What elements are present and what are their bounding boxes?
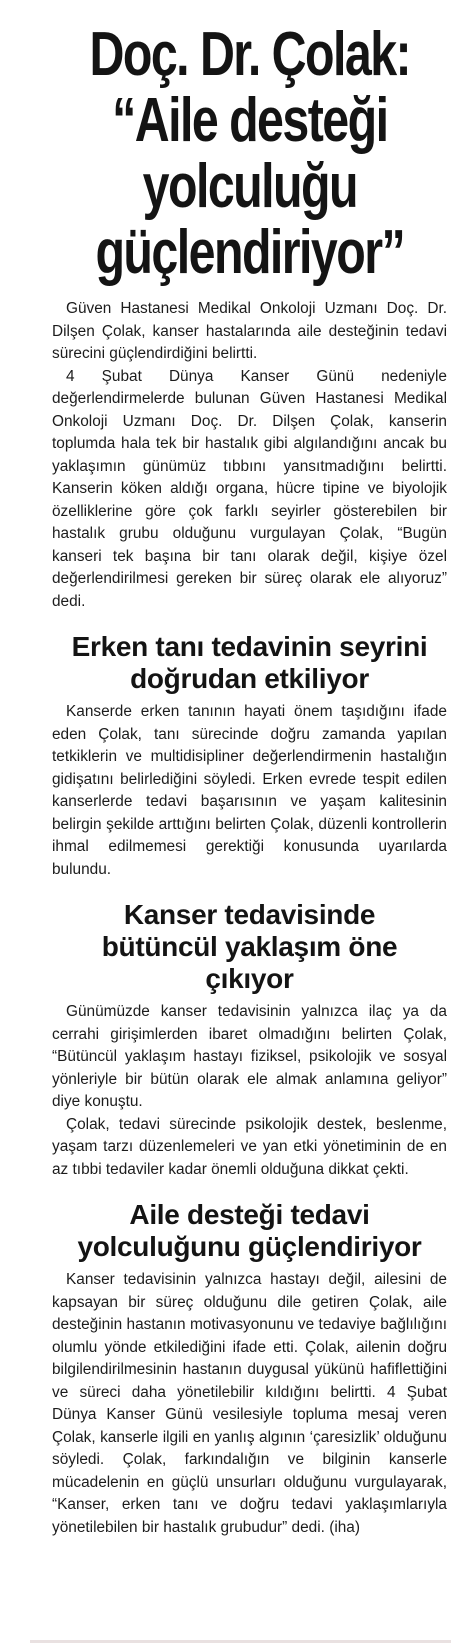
section-heading-line: yolculuğunu güçlendiriyor (77, 1231, 422, 1262)
section-heading (52, 631, 447, 695)
section-heading-line: Kanser tedavisinde (123, 899, 376, 930)
section-family-support (52, 1199, 447, 1539)
intro-paragraph: 4 Şubat Dünya Kanser Günü nedeniyle değerlendirmelerde bulunan Güven Hastanesi Medikal Onkoloji Uzmanı Doç. Dr. Dilşen Çolak, kanserin toplumda hala tek bir hastalık gibi algılandığını ancak bu yaklaşımın günümüz tıbbını yansıtmadığını belirtti. Kanserin köken aldığı organa, hücre tipine ve biyolojik özelliklerine göre çok farklı seyirler gösterebilen bir hastalık grubu olduğunu vurgulayan Çolak, “Bugün kanseri tek başına bir tanı olarak değil, kişiye özel değerlendirilmesi gereken bir süreç olarak ele alıyoruz” dedi. (52, 367, 447, 610)
headline-line: güçlendiriyor” (95, 218, 404, 287)
body-paragraph: Kanser tedavisinin yalnızca hastayı değil, ailesini de kapsayan bir süreç olduğunu dile getiren Çolak, aile desteğinin hastanın motivasyonunu ve tedaviye bağlılığını olumlu yönde etkilediğini ifade etti. Çolak, ailenin doğru bilgilendirilmesinin hastanın duygusal yükünü hafiflettiğini ve süreci daha yönetilebilir kıldığını belirtti. 4 Şubat Dünya Kanser Günü vesilesiyle topluma mesaj veren Çolak, kanserle ilgili en yanlış algının ‘çaresizlik’ olduğunu söyledi. Çolak, farkındalığın ve bilginin kanserle mücadelenin en güçlü unsurları olduğunu vurgulayarak, “Kanser, erken tanı ve doğru tedavi yaklaşımlarıyla yönetilebilen bir hastalık grubudur” dedi. (iha) (52, 1271, 447, 1536)
section-heading-line: çıkıyor (205, 963, 294, 994)
section-heading (52, 899, 447, 995)
body-paragraph: Çolak, tedavi sürecinde psikolojik destek, beslenme, yaşam tarzı düzenlemeleri ve yan etki yönetiminin de en az tıbbi tedaviler kadar önemli olduğuna dikkat çekti. (52, 1115, 447, 1178)
headline-line: Doç. Dr. Çolak: (89, 20, 410, 89)
body-paragraph: Günümüzde kanser tedavisinin yalnızca ilaç ya da cerrahi girişimlerden ibaret olmadığını belirten Çolak, “Bütüncül yaklaşım hastayı fiziksel, psikolojik ve sosyal yönleriyle bir bütün olarak ele almak anlamına geliyor” diye konuştu. (52, 1003, 447, 1110)
section-heading-line: Erken tanı tedavinin seyrini (71, 631, 428, 662)
headline-line: yolculuğu (142, 152, 357, 221)
section-early-diagnosis (52, 631, 447, 881)
article-headline (52, 22, 446, 286)
intro-paragraph: Güven Hastanesi Medikal Onkoloji Uzmanı Doç. Dr. Dilşen Çolak, kanser hastalarında aile desteğinin tedavi sürecini güçlendirdiğini belirtti. (52, 300, 447, 362)
section-heading-line: bütüncül yaklaşım öne (101, 931, 398, 962)
section-heading-line: doğrudan etkiliyor (130, 663, 369, 694)
section-heading (52, 1199, 447, 1263)
headline-line: “Aile desteği (111, 86, 388, 155)
section-heading-line: Aile desteği tedavi (129, 1199, 370, 1230)
body-paragraph: Kanserde erken tanının hayati önem taşıdığını ifade eden Çolak, tanı sürecinde doğru zamanda yapılan tetkiklerin ve multidisipliner değerlendirmenin hastalığın gidişatını belirlediğini söyledi. Erken evrede tespit edilen kanserlerde tedavi başarısının ve yaşam kalitesinin belirgin şekilde arttığını belirten Çolak, düzenli kontrollerin ihmal edilmemesi gerektiği konusunda uyarılarda bulundu. (52, 703, 447, 878)
section-holistic-approach (52, 899, 447, 1181)
article-intro (52, 298, 447, 613)
page-bottom-rule (30, 1640, 451, 1643)
